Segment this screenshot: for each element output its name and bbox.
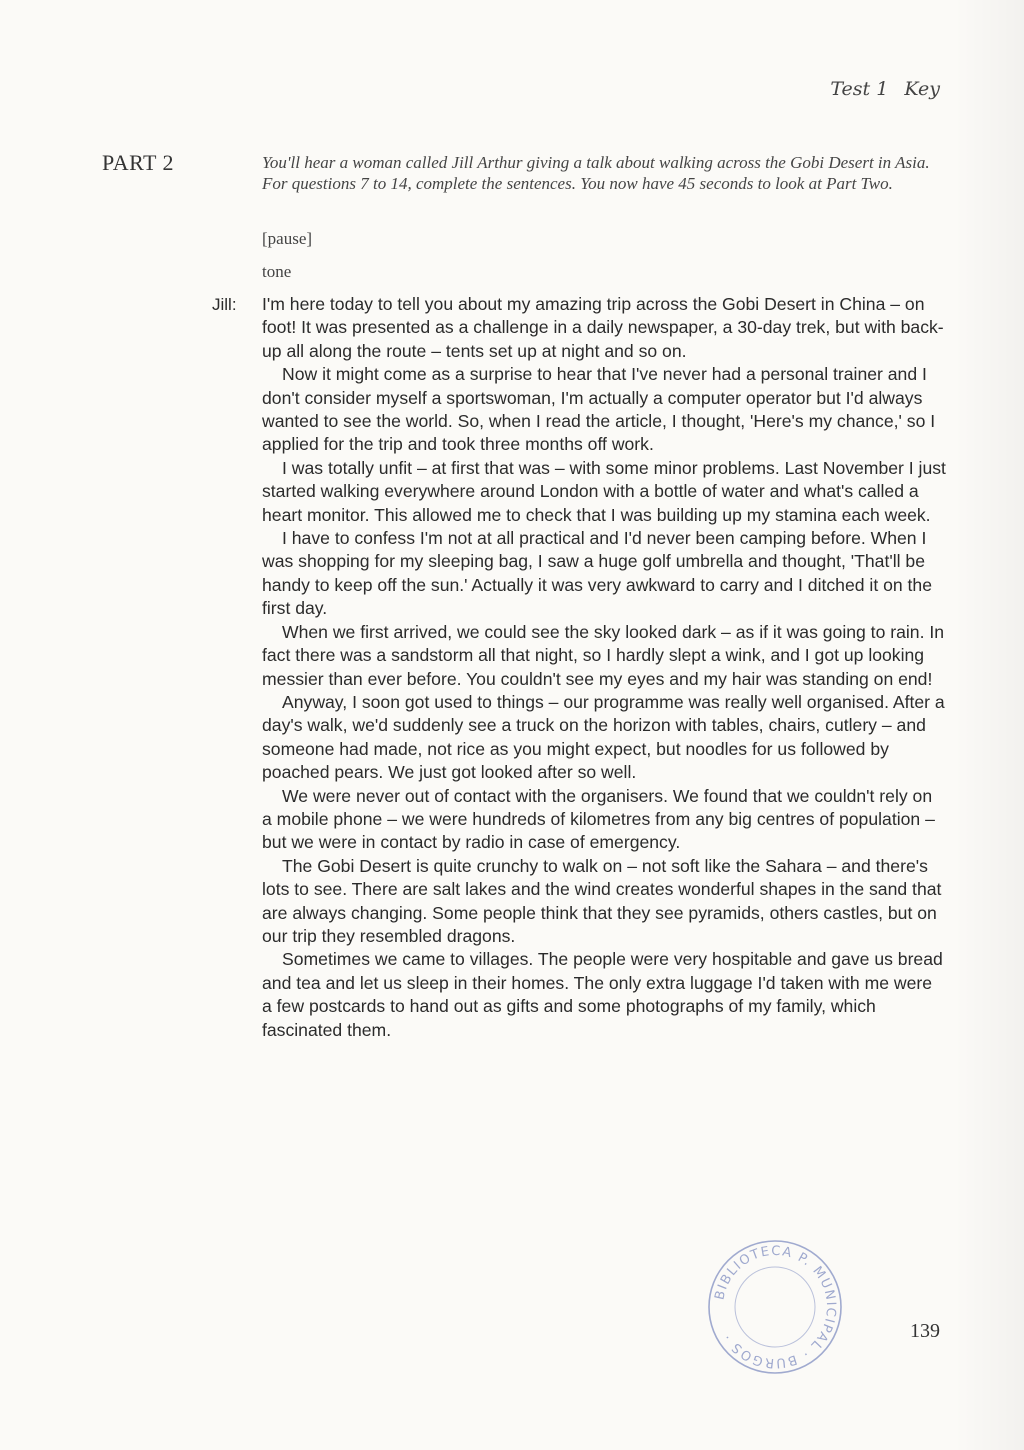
transcript-paragraph: I'm here today to tell you about my amazing trip across the Gobi Desert in China – on foot! It was presented as a challenge in a daily newspaper, a 30-day trek, but with back-up all along the route – tents set up at night and so on. bbox=[262, 294, 944, 361]
speaker-label: Jill: bbox=[212, 295, 237, 314]
page-number: 139 bbox=[910, 1320, 940, 1342]
scan-edge-shadow bbox=[954, 0, 1024, 1450]
transcript-paragraph: Now it might come as a surprise to hear that I've never had a personal trainer and I don't consider myself a sportswoman, I'm actually a computer operator but I'd always wanted to see the world. So, when I read the article, I thought, 'Here's my chance,' so I applied for the trip and took three months off work. bbox=[262, 364, 936, 455]
task-instructions: You'll hear a woman called Jill Arthur giving a talk about walking across the Gobi Desert in Asia. For questions 7 to 14, complete the sentences. You now have 45 seconds to look at Part Two. bbox=[262, 153, 930, 193]
transcript-paragraph: I was totally unfit – at first that was – with some minor problems. Last November I just started walking everywhere around London with a bottle of water and what's called a heart monitor. This allowed me to check that I was building up my stamina each week. bbox=[262, 457, 946, 525]
transcript-paragraph: Sometimes we came to villages. The people were very hospitable and gave us bread and tea and let us sleep in their homes. The only extra luggage I'd taken with me were a few postcards to hand out as gifts and some photographs of my family, which fascinated them. bbox=[262, 949, 943, 1040]
stage-direction-tone: tone bbox=[262, 262, 292, 281]
transcript-paragraph: The Gobi Desert is quite crunchy to walk on – not soft like the Sahara – and there's lots to see. There are salt lakes and the wind creates wonderful shapes in the sand that are always changing. Some people think that they see pyramids, others castles, but on our trip they resembled dragons. bbox=[262, 855, 942, 946]
transcript-paragraph: When we first arrived, we could see the sky looked dark – as if it was going to rain. In fact there was a sandstorm all that night, so I hardly slept a wink, and I got up looking messier than ever before. You couldn't see my eyes and my hair was standing on end! bbox=[262, 621, 945, 689]
part-label: PART 2 bbox=[102, 150, 174, 175]
header-test: Test 1 bbox=[830, 78, 889, 100]
svg-text:BIBLIOTECA P. MUNICIPAL · BURG: BIBLIOTECA P. MUNICIPAL · BURGOS · bbox=[712, 1243, 839, 1371]
transcript-paragraph: I have to confess I'm not at all practical and I'd never been camping before. When I was shopping for my sleeping bag, I saw a huge golf umbrella and thought, 'That'll be handy to keep off the sun.' Actually it was very awkward to carry and I ditched it on the first day. bbox=[262, 528, 933, 619]
library-stamp bbox=[700, 1232, 850, 1382]
header-key: Key bbox=[904, 78, 940, 100]
transcript-paragraph: Anyway, I soon got used to things – our programme was really well organised. After a day's walk, we'd suddenly see a truck on the horizon with tables, chairs, cutlery – and someone had made, not rice as you might expect, but noodles for us followed by poached pears. We just got looked after so well. bbox=[262, 691, 945, 783]
running-header bbox=[830, 78, 940, 100]
stage-direction-pause: [pause] bbox=[262, 229, 313, 248]
transcript-paragraph: We were never out of contact with the organisers. We found that we couldn't rely on a mobile phone – we were hundreds of kilometres from any big centres of population – but we were in contact by radio in case of emergency. bbox=[262, 785, 935, 853]
transcript bbox=[262, 293, 946, 1042]
